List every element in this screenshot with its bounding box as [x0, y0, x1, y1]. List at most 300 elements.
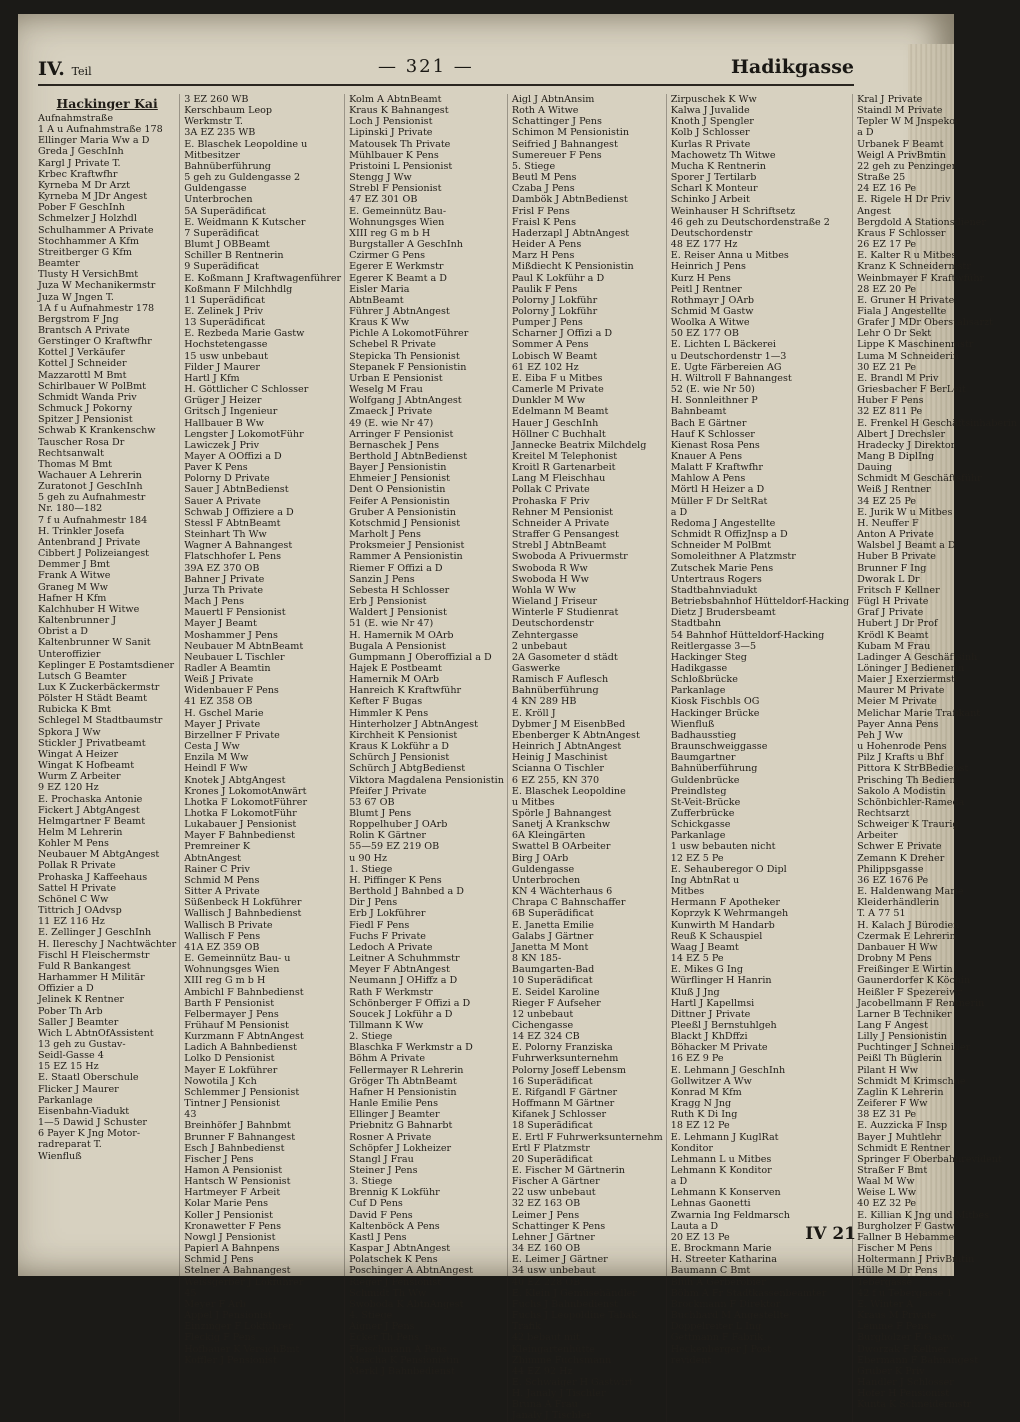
- directory-entry: E. Koßmann J Kraftwagenführer: [184, 272, 342, 284]
- directory-entry: Egerer K Beamt a D: [349, 272, 447, 284]
- directory-entry: Prohaska F Priv: [511, 495, 590, 507]
- directory-entry: 42 f u Tebergasse 1: [857, 1287, 953, 1299]
- directory-entry: E. Polorny Franziska: [511, 1042, 613, 1054]
- directory-entry: Schlemmer J Pensionist: [184, 1086, 300, 1098]
- directory-entry: 44 EZ 92 Hz: [511, 1365, 573, 1377]
- directory-entry: Pilz J Krafts u Bhf: [857, 752, 944, 764]
- directory-entry: Burgholzer F Gastw: [857, 1220, 955, 1232]
- directory-entry: Hochstetengasse: [184, 339, 268, 351]
- directory-entry: Höllner C Buchhalt: [511, 428, 606, 440]
- directory-entry: Gruber A Pensionistin: [349, 506, 456, 518]
- directory-entry: Fellermayer R Lehrerin: [349, 1064, 464, 1076]
- directory-entry: 3A EZ 235 WB: [184, 127, 256, 139]
- directory-entry: Kleingartenhütte: [511, 1343, 595, 1355]
- directory-entry: 4 KN 289 HB: [511, 696, 577, 708]
- directory-entry: Lipinski J Private: [349, 127, 433, 139]
- directory-entry: Premreiner K: [184, 841, 251, 853]
- directory-entry: Strebl F Pensionist: [349, 183, 442, 195]
- directory-entry: Pilant H Ww: [857, 1064, 918, 1076]
- directory-entry: Malatt F Kraftwfhr: [670, 462, 763, 474]
- directory-entry: Lux K Zuckerbäckermstr: [38, 681, 160, 693]
- directory-entry: Einzinger F Lokführer: [184, 1321, 293, 1333]
- directory-entry: 5. Stiege: [511, 160, 556, 172]
- directory-entry: Tebergasse: [857, 1276, 913, 1288]
- directory-entry: 22 usw unbebaut: [511, 1187, 596, 1199]
- directory-entry: Koller J Pensionist: [184, 1209, 273, 1221]
- directory-entry: Ing AbtnRat u: [670, 874, 740, 886]
- directory-entry: E. Reiser Anna u Mitbes: [670, 250, 789, 262]
- column-1: [38, 94, 180, 1422]
- directory-entry: Kolb J Schlosser: [670, 127, 750, 139]
- directory-entry: Zehntergasse: [511, 629, 579, 641]
- directory-entry: Zufferbrücke: [670, 808, 735, 819]
- directory-entry: E. Ertl F Fuhrwerksunternehm: [511, 1131, 663, 1143]
- directory-entry: 20 Superädificat: [511, 1153, 593, 1165]
- directory-entry: Mayer J Private: [184, 718, 261, 730]
- directory-entry: Mayer A OOffizi a D: [184, 451, 282, 462]
- directory-entry: Lutsch G Beamter: [38, 670, 127, 682]
- directory-entry: 46 geh zu Deutschordenstraße 2: [670, 216, 830, 228]
- directory-entry: 40 EZ 228 OB: [511, 1276, 581, 1288]
- directory-entry: Sakolo A Modistin: [857, 785, 946, 797]
- directory-entry: Zmaeck J Private: [349, 406, 433, 418]
- directory-entry: 41A EZ 359 OB: [184, 941, 260, 953]
- directory-entry: 30 EZ 21 Pe: [857, 361, 917, 373]
- directory-entry: Filder J Maurer: [184, 361, 260, 373]
- directory-entry: Kraus K Lokführ a D: [349, 741, 449, 753]
- directory-entry: Ramisch F Auflesch: [511, 674, 609, 686]
- directory-entry: E. Brockmann Marie: [670, 1243, 772, 1255]
- directory-entry: E. Leimer J Gärtner: [511, 1254, 608, 1266]
- directory-entry: Ellinger J Beamter: [349, 1109, 440, 1121]
- directory-entry: Schmuck J Pokorny: [38, 403, 133, 415]
- directory-entry: Hartl J Kfm: [184, 372, 240, 384]
- directory-entry: u Mitbes: [511, 796, 555, 808]
- directory-entry: E. Lehmann J GeschInh: [670, 1064, 786, 1076]
- volume-part-label: IV. Teil: [38, 58, 92, 80]
- directory-entry: Baumgarten-Bad: [511, 964, 595, 976]
- directory-entry: Heinrich J Pens: [670, 261, 746, 273]
- directory-entry: Handler J Schlosser: [857, 1376, 954, 1388]
- directory-entry: H. Göttlicher C Schlosser: [184, 384, 309, 396]
- directory-entry: Lemme F Pens: [857, 1321, 929, 1333]
- directory-entry: Schmidt Wanda Priv: [38, 391, 137, 403]
- directory-entry: Wallisch B Private: [184, 919, 273, 931]
- directory-entry: Widenbauer F Pens: [184, 685, 279, 697]
- directory-entry: 50 EZ 177 OB: [670, 328, 739, 340]
- directory-entry: Rosner A Private: [349, 1131, 432, 1143]
- directory-entry: Thomas M Bmt: [38, 458, 113, 470]
- directory-entry: Tillmann K Ww: [349, 1019, 424, 1031]
- directory-entry: Kottel J Verkäufer: [38, 347, 125, 359]
- directory-entry: E. Killian K Jng und Mitbes: [857, 1209, 990, 1221]
- directory-entry: 24 EZ 16 Pe: [857, 183, 917, 195]
- directory-entry: Gaswerke: [511, 662, 561, 674]
- directory-entry: Bergdold A Stationsdiener: [857, 216, 986, 228]
- directory-entry: Hackinger Brücke: [670, 707, 760, 719]
- directory-entry: E. Kalter R u Mitbes: [857, 250, 957, 262]
- directory-entry: Dietz J Brudersbeamt: [670, 607, 776, 619]
- directory-entry: E. Gemeinnütz Bau-: [349, 205, 447, 217]
- directory-entry: Schneider M PolBmt: [670, 540, 772, 552]
- directory-entry: Scharl K Monteur: [670, 183, 758, 195]
- directory-entry: Mitbes: [670, 886, 705, 898]
- directory-entry: Hajek E Postbeamt: [349, 662, 442, 674]
- directory-entry: Spörle J Bahnangest: [511, 808, 612, 819]
- directory-entry: E. Zelinek J Priv: [184, 305, 263, 317]
- directory-entry: Pober F GeschInh: [38, 202, 125, 214]
- directory-entry: Nowotila J Kch: [184, 1075, 257, 1087]
- directory-entry: Cibbert J Polizeiangest: [38, 548, 150, 560]
- directory-entry: Hofer H Pensionist: [857, 1388, 950, 1400]
- directory-entry: Janetta M Mont: [511, 941, 589, 953]
- directory-entry: Baumann C Bmt: [670, 1265, 751, 1277]
- directory-entry: a D: [670, 506, 688, 518]
- directory-entry: Leitner A Schuhmmstr: [349, 953, 460, 965]
- directory-entry: Lehr O Dr Sekt: [857, 328, 932, 340]
- directory-entry: Hackinger Steg: [670, 651, 747, 663]
- directory-entry: Stelner A Bahnangest: [184, 1265, 291, 1277]
- directory-entry: Blackt J KhDffzi: [670, 1031, 748, 1043]
- directory-entry: Baumgartner: [670, 752, 736, 764]
- directory-entry: Mörtl H Heizer a D: [670, 484, 765, 496]
- directory-entry: Demmer J Bmt: [38, 559, 110, 571]
- directory-entry: Wohla W Ww: [511, 584, 576, 596]
- directory-entry: Erb J Lokführer: [349, 908, 426, 920]
- directory-entry: Weissgerber J Lokführer: [184, 1276, 304, 1288]
- directory-entry: 52 (E. wie Nr 50): [670, 384, 755, 396]
- directory-entry: Juza W Jngen T.: [38, 291, 114, 303]
- directory-entry: 54 Bahnhof Hütteldorf-Hacking: [670, 629, 825, 641]
- directory-entry: Barth F Pensionist: [184, 997, 275, 1009]
- directory-entry: Edelmann M Beamt: [511, 406, 609, 418]
- directory-entry: 9 EZ 120 Hz: [38, 782, 99, 794]
- directory-entry: Zutschek Marie Pens: [670, 562, 774, 574]
- directory-entry: Paver K Pens: [184, 462, 248, 474]
- directory-entry: Sauer A Private: [184, 495, 261, 507]
- directory-entry: Schattinger J Pens: [511, 116, 602, 128]
- directory-entry: Kaltenbrunner J: [38, 615, 117, 627]
- directory-entry: Nr. 180—182: [38, 503, 103, 515]
- directory-entry: Hamernik M OArb: [349, 674, 440, 686]
- directory-entry: Frühauf M Pensionist: [184, 1019, 289, 1031]
- directory-entry: Hanreich K Kraftwführ: [349, 685, 462, 697]
- directory-entry: Fiala J Angestellte: [857, 305, 947, 317]
- directory-entry: 28 EZ 20 Pe: [857, 283, 917, 295]
- directory-entry: Weinbmayer F Kraftwführ: [857, 272, 985, 284]
- directory-entry: Urban E Pensionist: [349, 372, 443, 384]
- directory-entry: Paul K Lokführ a D: [511, 272, 605, 284]
- directory-entry: Schmidt E Rentner: [857, 1142, 950, 1154]
- directory-entry: Frank A Witwe: [38, 570, 111, 582]
- directory-entry: Wingat K Hofbeamt: [38, 760, 135, 772]
- directory-entry: 5A Superädificat: [184, 205, 266, 217]
- directory-entry: 7 f u Aufnahmestr 184: [38, 514, 148, 526]
- directory-entry: Aigl J AbtnAnsim: [511, 94, 595, 105]
- directory-entry: Stepicka Th Pensionist: [349, 350, 460, 362]
- directory-entry: Wurm Z Arbeiter: [38, 771, 121, 783]
- directory-entry: E. Rifgandl F Gärtner: [511, 1086, 618, 1098]
- directory-entry: Lehmann K Konserven: [670, 1187, 781, 1199]
- directory-entry: Hauf K Schlosser: [670, 428, 755, 440]
- directory-entry: Fickert J AbtgAngest: [38, 804, 140, 816]
- directory-entry: Kaltenböck A Pens: [349, 1220, 440, 1232]
- directory-entry: Ladinger A Geschäftsinh: [857, 651, 978, 663]
- directory-entry: Lehnas Gaonetti: [670, 1198, 751, 1210]
- directory-entry: E. Weidmann K Kutscher: [184, 216, 306, 228]
- directory-entry: Lang M Fleischhau: [511, 473, 606, 485]
- directory-entry: 1A f u Aufnahmestr 178: [38, 302, 155, 314]
- directory-entry: E. Ugte Färbereien AG: [670, 361, 782, 373]
- directory-entry: Fuchs J Leopoldine Tabak-: [511, 1310, 641, 1322]
- directory-entry: Lauta a D: [670, 1220, 719, 1232]
- directory-entry: H. Wiltroll F Bahnangest: [670, 372, 792, 384]
- directory-entry: Chrapa C Bahnschaffer: [511, 897, 626, 909]
- directory-entry: Ledoch A Private: [349, 941, 433, 953]
- directory-entry: Parkanlage: [670, 830, 726, 842]
- directory-entry: Meier M Private: [857, 696, 937, 708]
- directory-entry: Loch J Pensionist: [349, 116, 433, 128]
- directory-entry: Peh J Ww: [857, 729, 903, 741]
- directory-entry: 45: [184, 1287, 197, 1299]
- directory-entry: Fischer J Pens: [184, 1153, 254, 1165]
- directory-entry: Payer Anna Pens: [857, 718, 939, 730]
- directory-entry: Lilly J Pensionistin: [857, 1031, 947, 1043]
- directory-entry: Winterle F Studienrat: [511, 607, 619, 619]
- directory-entry: Fischl H Fleischermstr: [38, 949, 150, 961]
- directory-entry: Jacobellmann F Rentnerin: [857, 997, 985, 1009]
- directory-entry: a D: [670, 1176, 688, 1188]
- directory-entry: 11 EZ 116 Hz: [38, 916, 105, 928]
- directory-entry: Kunta K Schneidermstr: [857, 1399, 972, 1411]
- directory-entry: Reitlergasse 3—5: [670, 640, 757, 652]
- directory-entry: Camerle M Private: [511, 384, 604, 396]
- directory-entry: Pfeifer J Private: [349, 785, 427, 797]
- directory-entry: Antenbrand J Private: [38, 536, 141, 548]
- directory-entry: 3. Stiege: [349, 1176, 393, 1188]
- directory-entry: Lengster J LokomotFühr: [184, 428, 304, 440]
- directory-entry: Rammer A Pensionistin: [349, 551, 463, 563]
- directory-entry: Fallner B Hebamme: [857, 1231, 955, 1243]
- directory-entry: 15 EZ 15 Hz: [38, 1061, 99, 1073]
- directory-entry: Merkl J Bahnbedienst: [349, 1365, 455, 1377]
- directory-entry: Koffler J Pensionist: [184, 1354, 277, 1366]
- directory-entry: Eisenbahn-Viadukt: [38, 1105, 130, 1117]
- directory-entry: Roth A Witwe: [511, 105, 579, 117]
- directory-entry: Polatschek K Pens: [349, 1254, 438, 1266]
- directory-entry: 55—59 EZ 219 OB: [349, 841, 440, 853]
- directory-entry: Hülle M Dr Pens: [857, 1265, 938, 1277]
- directory-entry: Mahlow A Pens: [670, 473, 746, 485]
- directory-entry: Harhammer H Militär: [38, 972, 145, 984]
- directory-entry: Luma M Schneiderin: [857, 350, 960, 362]
- directory-entry: 38 EZ 31 Pe: [857, 1109, 917, 1121]
- directory-entry: E. Auzzicka F Insp: [857, 1120, 948, 1132]
- directory-entry: Roppelhuber J OArb: [349, 819, 448, 831]
- directory-entry: Stickler J Privatbeamt: [38, 737, 146, 749]
- directory-entry: Wich L AbtnOfAssistent: [38, 1027, 154, 1039]
- directory-entry: 16 Superädificat: [511, 1075, 593, 1087]
- directory-entry: Kragg N Jng: [670, 1098, 732, 1110]
- directory-entry: Fiedl F Pens: [349, 919, 410, 931]
- directory-entry: Grüger J Heizer: [184, 395, 262, 407]
- directory-entry: Bergstrom F Jng: [38, 313, 119, 325]
- directory-entry: Müller F Dr SeltRat: [670, 495, 768, 507]
- directory-entry: 36 EZ 1676 Pe: [857, 874, 929, 886]
- directory-entry: Kaspar J AbtnAngest: [349, 1243, 451, 1255]
- directory-entry: 15 usw unbebaut: [184, 350, 268, 362]
- directory-entry: Bahnüberführung: [184, 160, 271, 172]
- directory-entry: 8 KN 185-: [511, 953, 562, 965]
- page-header: [38, 54, 854, 80]
- directory-entry: 1 usw bebauten nicht: [670, 841, 776, 853]
- directory-page: [18, 14, 1017, 1422]
- directory-entry: Sumereuer F Pens: [511, 149, 602, 161]
- directory-entry: Swoboda R Ww: [511, 562, 588, 574]
- directory-entry: Wallisch F Pens: [184, 930, 261, 942]
- directory-entry: Blaschka F Werkmstr a D: [349, 1042, 473, 1054]
- directory-entry: E. Lehmann J KuglRat: [670, 1131, 779, 1143]
- directory-entry: Zhimme Fuchsmann: [511, 1354, 612, 1366]
- directory-entry: Gaunerdorfer K Köchin: [857, 975, 971, 987]
- directory-entry: Sitter A Private: [184, 886, 260, 898]
- directory-entry: H. Piffinger K Pens: [349, 874, 442, 886]
- directory-entry: Dir J Pens: [349, 897, 398, 909]
- directory-entry: Cichengasse: [511, 1019, 574, 1031]
- directory-entry: Unterbrochen: [184, 194, 253, 206]
- directory-entry: Schickgasse: [670, 819, 731, 831]
- directory-entry: Polorny D Private: [184, 473, 270, 485]
- directory-entry: 2. Stiege: [349, 1031, 393, 1043]
- directory-entry: Huber B Private: [857, 551, 936, 563]
- directory-entry: Haderzapl J AbtnAngest: [511, 227, 630, 239]
- directory-entry: Melichar Marie Trafikant: [857, 707, 981, 719]
- directory-entry: David F Pens: [349, 1209, 413, 1221]
- directory-entry: 34 EZ 160 OB: [511, 1243, 581, 1255]
- directory-entry: Weise L Ww: [857, 1187, 917, 1199]
- directory-entry: Krödl K Beamt: [857, 629, 929, 641]
- directory-entry: Ellinger Maria Ww a D: [38, 135, 150, 147]
- directory-entry: H. Streeter Katharina: [670, 1254, 777, 1266]
- directory-entry: Rainer C Priv: [184, 863, 250, 875]
- directory-entry: Kroitl R Gartenarbeit: [511, 462, 616, 474]
- directory-entry: Kohler M Pens: [38, 838, 109, 850]
- directory-entry: 18 Superädificat: [511, 1120, 593, 1132]
- directory-entry: Helmgartner F Beamt: [38, 815, 146, 827]
- directory-entry: E. Janetta Emilie: [511, 919, 594, 931]
- directory-entry: Jurza Th Private: [184, 584, 264, 596]
- directory-entry: Puchtinger J Schneider: [857, 1042, 971, 1054]
- directory-entry: E. Mikes G Ing: [670, 964, 743, 976]
- directory-entry: Scharner J Offizi a D: [511, 328, 613, 340]
- directory-entry: Krones J LokomotAnwärt: [184, 785, 307, 797]
- directory-entry: Doppelreiter L Ing: [670, 1321, 762, 1333]
- directory-entry: Berthold J Bahnbed a D: [349, 886, 465, 898]
- directory-entry: Weiß J Private: [184, 674, 254, 686]
- directory-entry: Böhm A Fr Stadtkassenbeamter: [670, 1287, 827, 1299]
- directory-entry: Kreitel M Telephonist: [511, 451, 618, 462]
- directory-entry: Schebel R Private: [349, 339, 436, 351]
- directory-entry: Parkanlage: [38, 1094, 93, 1106]
- directory-entry: Trafik: [511, 1321, 541, 1333]
- directory-entry: 53 67 OB: [349, 796, 395, 808]
- directory-entry: Buchhard M Angestellte: [670, 1310, 790, 1322]
- directory-entry: Stochhammer A Kfm: [38, 235, 139, 247]
- directory-entry: Wohnungsges Wien: [184, 964, 280, 976]
- directory-entry: Spkora J Ww: [38, 726, 101, 738]
- directory-entry: Schmidt R OffizJnsp a D: [670, 529, 788, 541]
- directory-entry: Eisler Maria: [349, 283, 410, 295]
- directory-entry: Schneider A Private: [511, 517, 610, 529]
- directory-entry: Parkanlage: [670, 685, 726, 697]
- directory-entry: H. Trinkler Josefa: [38, 525, 125, 537]
- directory-entry: Greda J GeschInh: [38, 146, 124, 158]
- directory-entry: Strebl J AbtnBeamt: [511, 540, 607, 552]
- directory-entry: Matousek Th Private: [349, 138, 451, 150]
- directory-entry: Lehmann K Konditor: [670, 1165, 772, 1176]
- directory-entry: Schürch J Pensionist: [349, 752, 450, 764]
- directory-entry: Knoth J Spengler: [670, 116, 754, 128]
- directory-entry: Weinhauser H Schriftsetz: [670, 205, 796, 217]
- directory-entry: Wingat A Heizer: [38, 748, 119, 760]
- street-heading: Hackinger Kai: [56, 96, 158, 111]
- directory-entry: Stepanek F Pensionistin: [349, 361, 467, 373]
- directory-entry: Breinhöfer J Bahnbmt: [184, 1120, 291, 1132]
- directory-entry: Guldengasse: [184, 183, 247, 195]
- directory-entry: Gritsch J Ingenieur: [184, 406, 278, 418]
- signature-mark: IV 21: [805, 1224, 856, 1244]
- directory-entry: Hanle Emilie Pens: [349, 1098, 439, 1110]
- directory-entry: Bruna A Frau: [511, 1399, 578, 1411]
- directory-entry: E. Fischer M Gärtnerin: [511, 1165, 625, 1176]
- directory-entry: Riemer F Offizi a D: [349, 562, 443, 574]
- directory-entry: KN 4 Wächterhaus 6: [511, 886, 613, 898]
- directory-entry: Zirpuschek K Ww: [670, 94, 757, 105]
- directory-entry: revident: [670, 1354, 712, 1366]
- directory-entry: Zaglin K Lehrerin: [857, 1086, 944, 1098]
- directory-entry: 11 Superädificat: [184, 294, 265, 306]
- directory-entry: Prohaska J Kaffeehaus: [38, 871, 148, 883]
- directory-entry: Lhotka F LokomotFühr: [184, 808, 297, 819]
- directory-entry: Kleiderhändlerin: [857, 897, 940, 909]
- directory-entry: Schwab K Krankenschw: [38, 425, 156, 437]
- directory-entry: Ambichl F Bahnbedienst: [184, 986, 304, 998]
- directory-entry: Appel J Pensionist: [184, 1310, 272, 1322]
- directory-entry: Waldert J Pensionist: [349, 607, 447, 619]
- directory-entry: Mang B DiplIng: [857, 451, 935, 462]
- directory-entry: E. Eiba F u Mitbes: [511, 372, 603, 384]
- directory-entry: Sattel H Private: [38, 882, 116, 894]
- directory-entry: Heißler F Spezereiwr: [857, 986, 962, 998]
- directory-entry: Meyer F Arb: [184, 1298, 246, 1310]
- directory-entry: E. Rigele H Dr Priv: [857, 194, 951, 206]
- directory-entry: Wagner A Bahnangest: [184, 540, 293, 552]
- directory-entry: Poschinger A AbtnAngest: [349, 1265, 473, 1277]
- directory-entry: Ertl F Platzmstr: [511, 1142, 590, 1154]
- directory-entry: Rieger J Pensionist: [349, 1276, 442, 1288]
- directory-entry: radreparat T.: [38, 1139, 102, 1151]
- directory-entry: Danbauer H Ww: [857, 941, 938, 953]
- directory-entry: Hoffmann M Gärtner: [511, 1098, 615, 1110]
- directory-entry: Kronawetter F Pens: [184, 1220, 282, 1232]
- directory-entry: E. Blaschek Leopoldine u: [184, 138, 308, 150]
- directory-entry: Lhotka F LokomotFührer: [184, 796, 308, 808]
- directory-entry: Mauertl F Pensionist: [184, 607, 286, 619]
- directory-entry: Bayer J Muhtlehr: [857, 1131, 942, 1143]
- directory-entry: Keplinger E Postamtsdiener: [38, 659, 175, 671]
- directory-entry: Unteroffizier: [38, 648, 101, 660]
- directory-entry: 40 EZ 32 Pe: [857, 1198, 917, 1210]
